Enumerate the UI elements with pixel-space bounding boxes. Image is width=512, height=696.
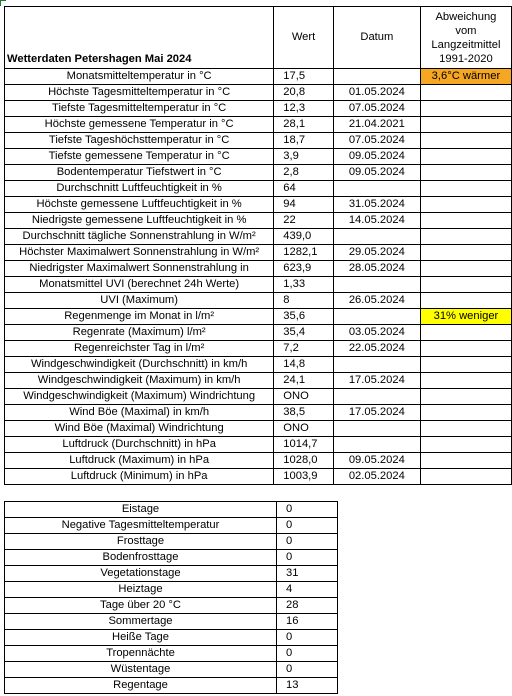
day-count-label[interactable]: Eistage [5,502,277,518]
row-label[interactable]: Höchste gemessene Temperatur in °C [5,117,274,133]
row-label[interactable]: Durchschnitt Luftfeuchtigkeit in % [5,181,274,197]
col-header-value[interactable]: Wert [274,7,334,69]
table-row [5,309,512,325]
row-value[interactable]: 623,9 [274,261,334,277]
row-value[interactable]: 2,8 [274,165,334,181]
row-date[interactable]: 28.05.2024 [333,261,420,277]
row-date[interactable]: 07.05.2024 [333,133,420,149]
row-value[interactable]: 94 [274,197,334,213]
table-row [5,261,512,277]
row-deviation[interactable] [420,389,511,405]
row-deviation[interactable] [420,405,511,421]
row-date[interactable] [333,421,420,437]
row-deviation[interactable] [420,357,511,373]
row-deviation[interactable] [420,437,511,453]
row-value[interactable]: ONO [274,421,334,437]
day-count-label[interactable]: Heiztage [5,582,277,598]
row-label[interactable]: Tiefste gemessene Temperatur in °C [5,149,274,165]
row-label[interactable]: Windgeschwindigkeit (Maximum) in km/h [5,373,274,389]
table-row [5,325,512,341]
row-label[interactable]: Tiefste Tageshöchsttemperatur in °C [5,133,274,149]
day-count-value[interactable]: 13 [277,678,338,694]
table-row [5,373,512,389]
table-row [5,614,338,630]
table-row [5,341,512,357]
day-counts-table [4,501,338,694]
row-deviation[interactable] [420,213,511,229]
table-row [5,117,512,133]
row-date[interactable] [333,357,420,373]
row-label[interactable]: Monatsmittel UVI (berechnet 24h Werte) [5,277,274,293]
row-deviation[interactable]: 31% weniger [420,309,511,325]
row-label[interactable]: Höchste Tagesmitteltemperatur in °C [5,85,274,101]
row-value[interactable]: 1282,1 [274,245,334,261]
row-deviation[interactable] [420,245,511,261]
table-row [5,293,512,309]
row-deviation[interactable] [420,165,511,181]
row-date[interactable]: 09.05.2024 [333,453,420,469]
table-row [5,502,338,518]
row-label[interactable]: Luftdruck (Maximum) in hPa [5,453,274,469]
row-label[interactable]: Regenmenge im Monat in l/m² [5,309,274,325]
row-label[interactable]: Luftdruck (Minimum) in hPa [5,469,274,485]
row-date[interactable]: 26.05.2024 [333,293,420,309]
row-value[interactable]: 3,9 [274,149,334,165]
row-value[interactable]: 1,33 [274,277,334,293]
table-row [5,165,512,181]
row-label[interactable]: Luftdruck (Durchschnitt) in hPa [5,437,274,453]
row-deviation[interactable] [420,229,511,245]
table-row [5,197,512,213]
day-count-value[interactable]: 4 [277,582,338,598]
row-value[interactable]: ONO [274,389,334,405]
table-row [5,437,512,453]
table-row [5,133,512,149]
table-row [5,453,512,469]
row-date[interactable] [333,229,420,245]
row-label[interactable]: Windgeschwindigkeit (Maximum) Windrichtung [5,389,274,405]
day-count-value[interactable]: 28 [277,598,338,614]
row-value[interactable]: 20,8 [274,85,334,101]
row-value[interactable]: 1028,0 [274,453,334,469]
col-header-date[interactable]: Datum [333,7,420,69]
table-row [5,662,338,678]
day-count-value[interactable]: 0 [277,518,338,534]
row-deviation[interactable] [420,133,511,149]
row-label[interactable]: Monatsmitteltemperatur in °C [5,69,274,85]
table-row [5,534,338,550]
day-count-value[interactable]: 0 [277,502,338,518]
row-label[interactable]: Niedrigster Maximalwert Sonnenstrahlung in [5,261,274,277]
day-count-value[interactable]: 0 [277,550,338,566]
row-deviation[interactable] [420,85,511,101]
row-date[interactable]: 02.05.2024 [333,469,420,485]
row-deviation[interactable] [420,197,511,213]
row-label[interactable]: Wind Böe (Maximal) Windrichtung [5,421,274,437]
row-value[interactable]: 8 [274,293,334,309]
day-count-value[interactable]: 16 [277,614,338,630]
row-deviation[interactable] [420,453,511,469]
header-row [5,7,512,69]
row-value[interactable]: 38,5 [274,405,334,421]
row-label[interactable]: Regenreichster Tag in l/m² [5,341,274,357]
row-date[interactable] [333,437,420,453]
table-row [5,357,512,373]
table-row [5,85,512,101]
day-count-value[interactable]: 0 [277,534,338,550]
row-label[interactable]: Bodentemperatur Tiefstwert in °C [5,165,274,181]
table-row [5,421,512,437]
day-count-value[interactable]: 0 [277,662,338,678]
row-date[interactable]: 17.05.2024 [333,405,420,421]
row-value[interactable]: 24,1 [274,373,334,389]
row-date[interactable]: 07.05.2024 [333,101,420,117]
day-count-value[interactable]: 31 [277,566,338,582]
row-deviation[interactable] [420,293,511,309]
row-deviation[interactable] [420,325,511,341]
day-count-label[interactable]: Regentage [5,678,277,694]
deviation-line: Abweichung [435,10,497,23]
day-count-label[interactable]: Vegetationstage [5,566,277,582]
row-deviation[interactable] [420,421,511,437]
table-row [5,630,338,646]
table-row [5,389,512,405]
row-deviation[interactable] [420,261,511,277]
row-value[interactable]: 439,0 [274,229,334,245]
row-label[interactable]: UVI (Maximum) [5,293,274,309]
row-date[interactable]: 01.05.2024 [333,85,420,101]
day-count-label[interactable]: Wüstentage [5,662,277,678]
weather-data-table [4,6,512,485]
table-row [5,678,338,694]
table-row [5,69,512,85]
deviation-line: vom [455,24,477,37]
row-value[interactable]: 35,6 [274,309,334,325]
row-value[interactable]: 35,4 [274,325,334,341]
day-count-label[interactable]: Heiße Tage [5,630,277,646]
row-value[interactable]: 1014,7 [274,437,334,453]
row-label[interactable]: Durchschnitt tägliche Sonnenstrahlung in W/m² [5,229,274,245]
table-row [5,566,338,582]
row-deviation[interactable] [420,373,511,389]
row-label[interactable]: Tiefste Tagesmitteltemperatur in °C [5,101,274,117]
row-date[interactable] [333,69,420,85]
row-date[interactable] [333,181,420,197]
row-value[interactable]: 64 [274,181,334,197]
row-date[interactable]: 03.05.2024 [333,325,420,341]
row-deviation[interactable] [420,117,511,133]
row-value[interactable]: 12,3 [274,101,334,117]
row-date[interactable]: 09.05.2024 [333,165,420,181]
col-header-deviation[interactable] [420,7,511,69]
day-count-label[interactable]: Frosttage [5,534,277,550]
table-row [5,277,512,293]
table-row [5,101,512,117]
row-deviation[interactable] [420,277,511,293]
row-deviation[interactable] [420,101,511,117]
row-value[interactable]: 17,5 [274,69,334,85]
day-count-label[interactable]: Negative Tagesmitteltemperatur [5,518,277,534]
row-value[interactable]: 7,2 [274,341,334,357]
table-row [5,469,512,485]
row-date[interactable]: 09.05.2024 [333,149,420,165]
row-label[interactable]: Niedrigste gemessene Luftfeuchtigkeit in % [5,213,274,229]
row-label[interactable]: Höchste gemessene Luftfeuchtigkeit in % [5,197,274,213]
row-value[interactable]: 14,8 [274,357,334,373]
table-row [5,245,512,261]
day-count-label[interactable]: Sommertage [5,614,277,630]
row-deviation[interactable] [420,469,511,485]
row-label[interactable]: Regenrate (Maximum) l/m² [5,325,274,341]
table-row [5,213,512,229]
row-date[interactable]: 29.05.2024 [333,245,420,261]
row-deviation[interactable] [420,149,511,165]
row-deviation[interactable] [420,341,511,357]
row-date[interactable]: 21.04.2021 [333,117,420,133]
table-row [5,518,338,534]
row-value[interactable]: 1003,9 [274,469,334,485]
row-value[interactable]: 28,1 [274,117,334,133]
row-label[interactable]: Höchster Maximalwert Sonnenstrahlung in W/m² [5,245,274,261]
row-date[interactable]: 17.05.2024 [333,373,420,389]
day-count-value[interactable]: 0 [277,630,338,646]
row-date[interactable] [333,309,420,325]
row-date[interactable]: 14.05.2024 [333,213,420,229]
table-row [5,405,512,421]
day-count-label[interactable]: Tropennächte [5,646,277,662]
row-label[interactable]: Wind Böe (Maximal) in km/h [5,405,274,421]
row-label[interactable]: Windgeschwindigkeit (Durchschnitt) in km/h [5,357,274,373]
deviation-line: Langzeitmittel [431,38,501,51]
row-date[interactable]: 31.05.2024 [333,197,420,213]
day-count-label[interactable]: Bodenfrosttage [5,550,277,566]
table-title[interactable]: Wetterdaten Petershagen Mai 2024 [5,7,274,69]
table-row [5,229,512,245]
table-row [5,550,338,566]
row-date[interactable]: 22.05.2024 [333,341,420,357]
row-value[interactable]: 22 [274,213,334,229]
row-date[interactable] [333,277,420,293]
table-row [5,598,338,614]
table-row [5,149,512,165]
table-row [5,181,512,197]
row-value[interactable]: 18,7 [274,133,334,149]
table-row [5,582,338,598]
row-deviation[interactable]: 3,6°C wärmer [420,69,511,85]
row-deviation[interactable] [420,181,511,197]
row-date[interactable] [333,389,420,405]
table-row [5,646,338,662]
day-count-value[interactable]: 0 [277,646,338,662]
day-count-label[interactable]: Tage über 20 °C [5,598,277,614]
deviation-line: 1991-2020 [439,52,493,65]
